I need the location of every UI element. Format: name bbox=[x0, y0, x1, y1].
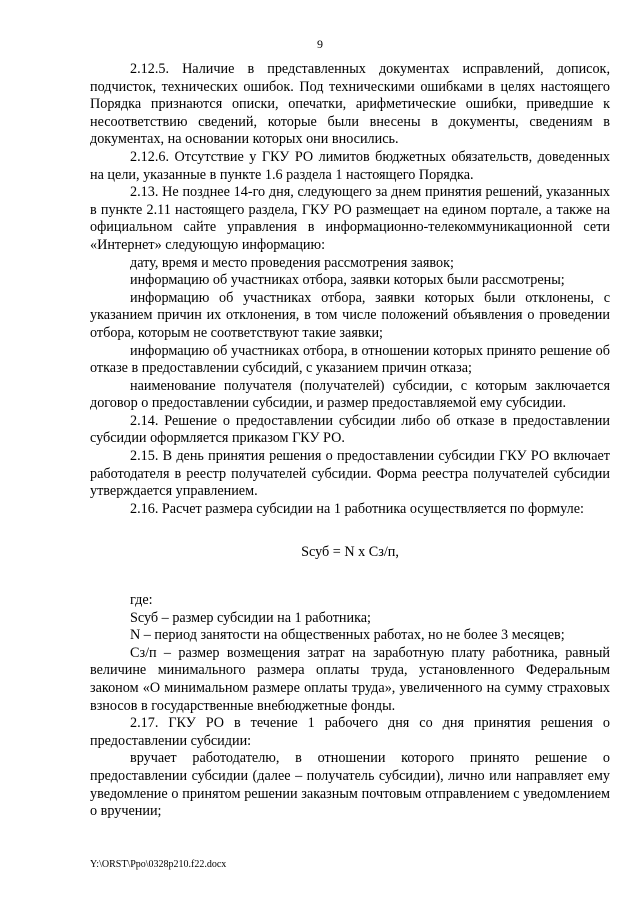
paragraph-2-17: 2.17. ГКУ РО в течение 1 рабочего дня со дня принятия решения о предоставлении субсидии: bbox=[90, 715, 610, 749]
page-number: 9 bbox=[317, 37, 323, 51]
list-item-rejected-participants: информацию об участниках отбора, заявки которых были отклонены, с указанием причин их отклонения, в том числе положений объявления о проведении отбора, которым не соответствуют такие заявки; bbox=[90, 289, 610, 341]
formula-def-c: Сз/п – размер возмещения затрат на заработную плату работника, равный величине минимального размера оплаты труда, установленного Федеральным законом «О минимальном размере оплаты труда», увеличенного на сумму страховых взносов в государственные внебюджетные фонды. bbox=[90, 644, 610, 714]
paragraph-2-12-6: 2.12.6. Отсутствие у ГКУ РО лимитов бюджетных обязательств, доведенных на цели, указанные в пункте 1.6 раздела 1 настоящего Порядка. bbox=[90, 148, 610, 183]
document-body bbox=[90, 61, 610, 821]
paragraph-2-12-5: 2.12.5. Наличие в представленных документах исправлений, дописок, подчисток, технических ошибок. Под техническими ошибками в целях настоящего Порядка признаются описки, опечатки, арифметические ошибки, приведшие к несоответствию сведений, которые были внесены в документы, сведениям в документах, на основании которых они вносились. bbox=[90, 61, 610, 148]
subsidy-formula: Sсуб = N x Сз/п, bbox=[301, 544, 399, 561]
formula-def-n: N – период занятости на общественных работах, но не более 3 месяцев; bbox=[130, 627, 565, 644]
paragraph-2-16: 2.16. Расчет размера субсидии на 1 работника осуществляется по формуле: bbox=[130, 500, 584, 517]
list-item-review-date: дату, время и место проведения рассмотрения заявок; bbox=[130, 254, 454, 271]
paragraph-2-14: 2.14. Решение о предоставлении субсидии либо об отказе в предоставлении субсидии оформляется приказом ГКУ РО. bbox=[90, 412, 610, 447]
list-item-refused-participants: информацию об участниках отбора, в отношении которых принято решение об отказе в предоставлении субсидий, с указанием причин отказа; bbox=[90, 342, 610, 377]
list-item-reviewed-participants: информацию об участниках отбора, заявки которых были рассмотрены; bbox=[130, 272, 565, 289]
list-item-recipient-name: наименование получателя (получателей) субсидии, с которым заключается договор о предоставлении субсидии, и размер предоставляемой ему субсидии. bbox=[90, 377, 610, 412]
file-path-footer: Y:\ORST\Ppo\0328p210.f22.docx bbox=[90, 859, 227, 870]
paragraph-2-15: 2.15. В день принятия решения о предоставлении субсидии ГКУ РО включает работодателя в реестр получателей субсидии. Форма реестра получателей субсидии утверждается управлением. bbox=[90, 448, 610, 500]
formula-def-s: Sсуб – размер субсидии на 1 работника; bbox=[130, 609, 371, 626]
paragraph-2-13: 2.13. Не позднее 14-го дня, следующего за днем принятия решений, указанных в пункте 2.11 настоящего раздела, ГКУ РО размещает на едином портале, а также на официальном сайте управления в информационно-телекоммуникационной сети «Интернет» следующую информацию: bbox=[90, 184, 610, 253]
formula-where: где: bbox=[130, 592, 153, 609]
list-item-notify-employer: вручает работодателю, в отношении которого принято решение о предоставлении субсидии (далее – получатель субсидии), лично или направляет ему уведомление о принятом решении заказным почтовым отправлением с уведомлением о вручении; bbox=[90, 750, 610, 820]
